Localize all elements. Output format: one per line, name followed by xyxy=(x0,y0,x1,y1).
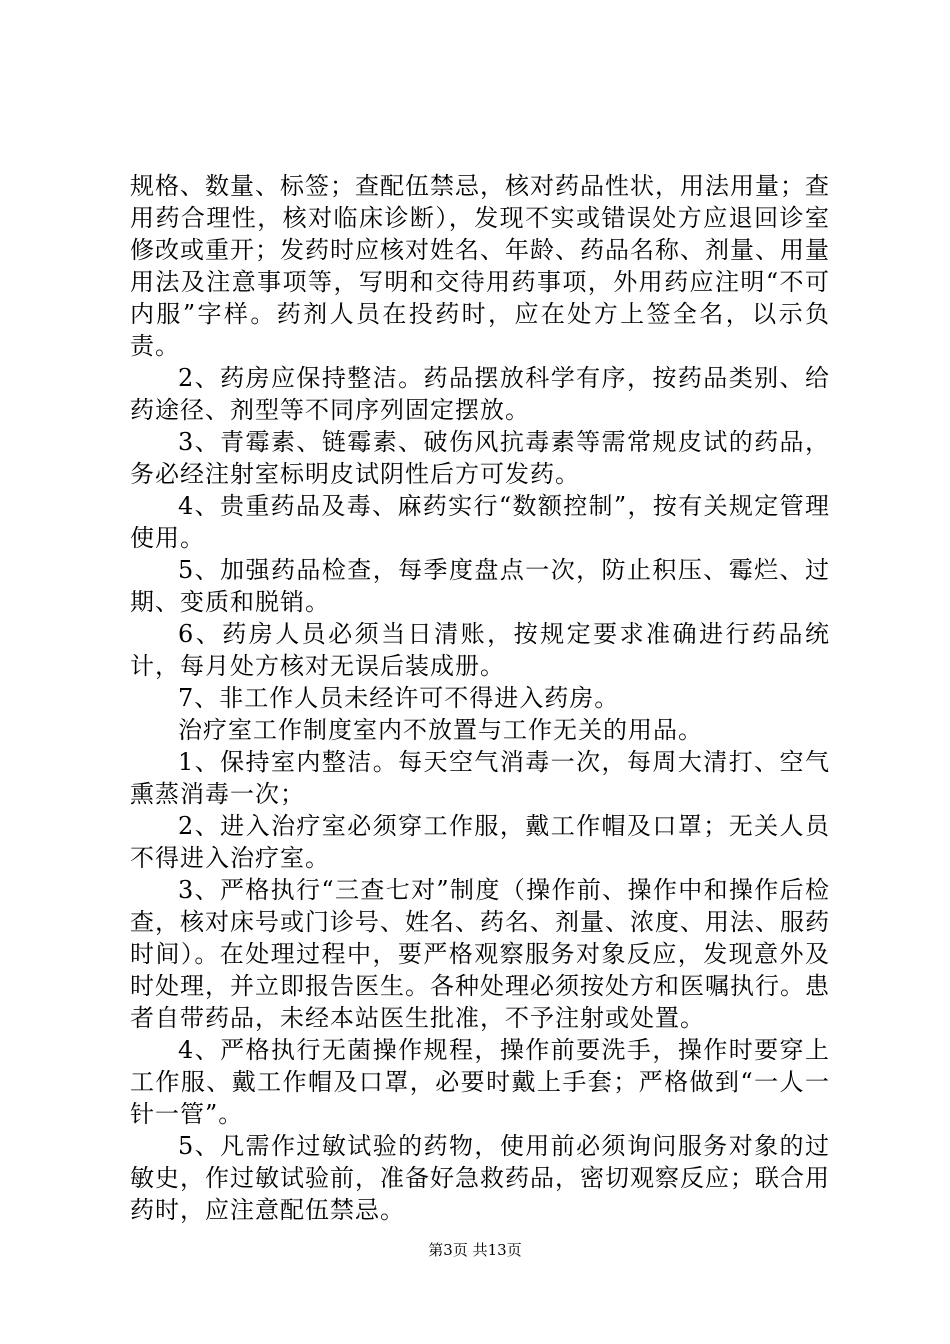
paragraph-pharmacy-rule-6: 6、药房人员必须当日清账，按规定要求准确进行药品统计，每月处方核对无误后装成册。 xyxy=(130,620,830,680)
paragraph-continuation: 规格、数量、标签；查配伍禁忌，核对药品性状，用法用量；查用药合理性，核对临床诊断），发现不实或错误处方应退回诊室修改或重开；发药时应核对姓名、年龄、药品名称、剂量、用量用法及注意事项等，写明和交待用药事项，外用药应注明“不可内服”字样。药剂人员在投药时，应在处方上签全名，以示负责。 xyxy=(130,172,830,360)
document-body xyxy=(130,170,830,1226)
paragraph-pharmacy-rule-7: 7、非工作人员未经许可不得进入药房。 xyxy=(178,684,620,712)
page-number-footer: 第3页 共13页 xyxy=(428,1241,522,1259)
paragraph-treatment-rule-3: 3、严格执行“三查七对”制度（操作前、操作中和操作后检查，核对床号或门诊号、姓名、药名、剂量、浓度、用法、服药时间）。在处理过程中，要严格观察服务对象反应，发现意外及时处理，并立即报告医生。各种处理必须按处方和医嘱执行。患者自带药品，未经本站医生批准，不予注射或处置。 xyxy=(130,876,830,1032)
section-heading-treatment-room: 治疗室工作制度室内不放置与工作无关的用品。 xyxy=(178,716,703,744)
paragraph-treatment-rule-2: 2、进入治疗室必须穿工作服，戴工作帽及口罩；无关人员不得进入治疗室。 xyxy=(130,812,830,872)
paragraph-treatment-rule-1: 1、保持室内整洁。每天空气消毒一次，每周大清打、空气熏蒸消毒一次； xyxy=(130,748,830,808)
paragraph-treatment-rule-5: 5、凡需作过敏试验的药物，使用前必须询问服务对象的过敏史，作过敏试验前，准备好急救药品，密切观察反应；联合用药时，应注意配伍禁忌。 xyxy=(130,1132,830,1224)
paragraph-pharmacy-rule-3: 3、青霉素、链霉素、破伤风抗毒素等需常规皮试的药品，务必经注射室标明皮试阴性后方可发药。 xyxy=(130,428,830,488)
paragraph-pharmacy-rule-4: 4、贵重药品及毒、麻药实行“数额控制”，按有关规定管理使用。 xyxy=(130,492,830,552)
paragraph-treatment-rule-4: 4、严格执行无菌操作规程，操作前要洗手，操作时要穿上工作服、戴工作帽及口罩，必要时戴上手套；严格做到“一人一针一管”。 xyxy=(130,1036,830,1128)
paragraph-pharmacy-rule-5: 5、加强药品检查，每季度盘点一次，防止积压、霉烂、过期、变质和脱销。 xyxy=(130,556,830,616)
paragraph-pharmacy-rule-2: 2、药房应保持整洁。药品摆放科学有序，按药品类别、给药途径、剂型等不同序列固定摆放。 xyxy=(130,364,830,424)
